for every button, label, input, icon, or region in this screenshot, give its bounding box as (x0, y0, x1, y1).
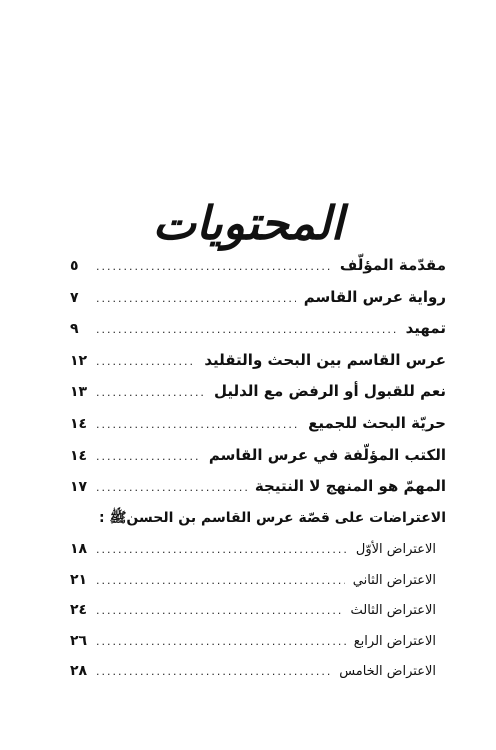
dot-leader (96, 409, 300, 441)
toc-entry-page: ١٣ (70, 384, 88, 401)
toc-entry-page: ١٢ (70, 352, 88, 369)
dot-leader (96, 314, 398, 346)
toc-sub-entry-page: ٢٤ (70, 602, 88, 619)
toc-sub-entry-title: الاعتراض الخامس (339, 664, 436, 680)
toc-sub-entry (70, 534, 446, 565)
toc-entry (70, 440, 446, 472)
toc-sub-entry-page: ٢١ (70, 571, 88, 588)
toc-entry-page: ٧ (70, 289, 79, 306)
toc-entry-page: ١٤ (70, 415, 88, 432)
dot-leader (96, 251, 332, 283)
toc-sub-entry (70, 656, 446, 687)
toc-section-heading (70, 503, 446, 535)
toc-entry-title: الكتب المؤلّفة في عرس القاسم (208, 445, 446, 464)
toc-entry (70, 408, 446, 440)
toc-entry-title: حريّة البحث للجميع (308, 413, 446, 432)
dot-leader (96, 657, 331, 688)
toc-entry (70, 250, 446, 282)
toc-entry-title: نعم للقبول أو الرفض مع الدليل (213, 382, 446, 401)
toc-entry-title: عرس القاسم بين البحث والتقليد (204, 350, 446, 369)
toc-sub-entry-title: الاعتراض الرابع (353, 633, 436, 649)
toc-sub-entry-title: الاعتراض الثالث (350, 603, 436, 619)
dot-leader (96, 377, 206, 409)
toc-sub-entry-page: ٢٦ (70, 632, 88, 649)
toc-entry (70, 376, 446, 408)
toc-entry-title: تمهيد (405, 319, 446, 338)
toc-entry-title: المهمّ هو المنهج لا النتيجة (254, 477, 446, 496)
dot-leader (96, 346, 196, 378)
toc-entry-page: ١٧ (70, 479, 88, 496)
toc-entry-title: رواية عرس القاسم (303, 287, 446, 306)
toc-section-title: الاعتراضات على قصّة عرس القاسم بن الحسنﷺ : (99, 509, 446, 526)
toc-sub-entry (70, 565, 446, 596)
dot-leader (96, 566, 345, 597)
toc-sub-entry-title: الاعتراض الأوّل (355, 542, 436, 558)
dot-leader (96, 627, 346, 658)
toc-entry (70, 282, 446, 314)
toc-sub-entry-page: ١٨ (70, 541, 88, 558)
dot-leader (96, 441, 201, 473)
toc-sub-entry (70, 626, 446, 657)
toc-sub-entry (70, 595, 446, 626)
dot-leader (96, 535, 348, 566)
page-heading: المحتويات (152, 196, 344, 250)
toc-entry-page: ٩ (70, 321, 79, 338)
table-of-contents (70, 250, 446, 687)
toc-sub-entry-page: ٢٨ (70, 663, 88, 680)
toc-entry-page: ١٤ (70, 447, 88, 464)
toc-sub-entry-title: الاعتراض الثاني (352, 572, 436, 588)
toc-entry (70, 313, 446, 345)
toc-entry-title: مقدّمة المؤلّف (339, 256, 446, 274)
dot-leader (96, 283, 296, 315)
dot-leader (96, 472, 247, 504)
toc-entry (70, 471, 446, 503)
toc-entry-page: ٥ (70, 258, 79, 274)
dot-leader (96, 596, 342, 627)
toc-entry (70, 345, 446, 377)
